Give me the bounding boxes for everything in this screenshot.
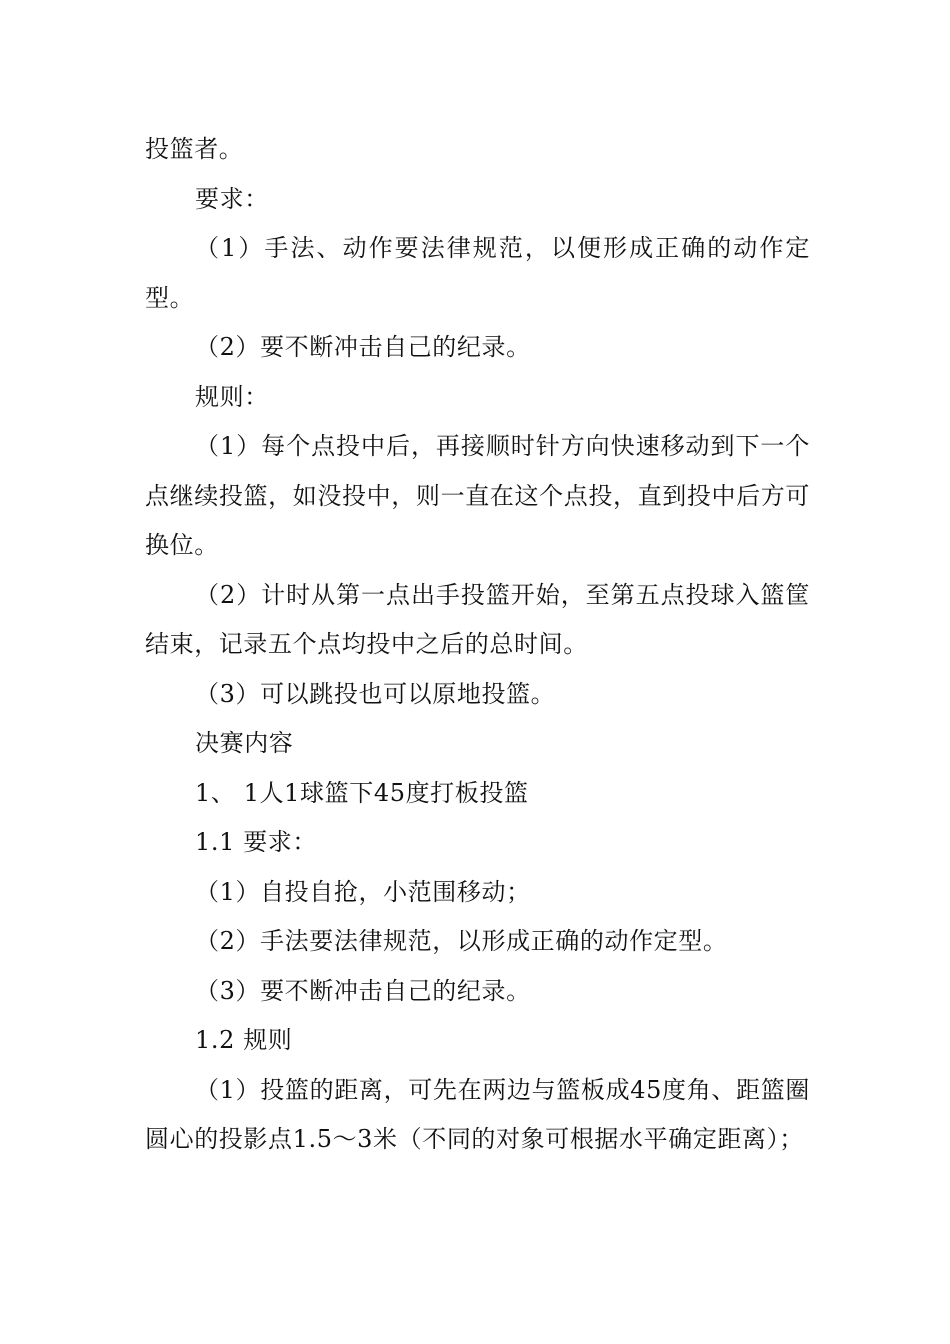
finals-requirement-item-3: （3）要不断冲击自己的纪录。: [195, 976, 531, 1005]
finals-requirement-item-1: （1）自投自抢，小范围移动；: [195, 877, 531, 906]
finals-section-1-title: 1、 1人1球篮下45度打板投篮: [195, 778, 529, 807]
finals-subheading-requirements: 1.1 要求：: [195, 828, 317, 856]
heading-requirements: 要求：: [195, 184, 269, 213]
rule-item-2: （2）计时从第一点出手投篮开始，至第五点投球入篮筐结束，记录五个点均投中之后的总时间。: [145, 580, 810, 658]
finals-rule-item-1: （1）投篮的距离，可先在两边与篮板成45度角、距篮圈圆心的投影点1.5～3米（不同的对象可根据水平确定距离）；: [145, 1075, 810, 1153]
finals-requirement-item-2: （2）手法要法律规范，以形成正确的动作定型。: [195, 927, 728, 955]
heading-finals: 决赛内容: [195, 729, 294, 757]
document-body: [145, 125, 810, 1165]
finals-subheading-rules: 1.2 规则: [195, 1026, 293, 1054]
heading-rules: 规则：: [195, 382, 269, 411]
requirement-item-1: （1）手法、动作要法律规范，以便形成正确的动作定型。: [145, 234, 810, 312]
paragraph-continuation: 投篮者。: [145, 135, 244, 163]
rule-item-3: （3）可以跳投也可以原地投篮。: [195, 679, 556, 708]
rule-item-1: （1）每个点投中后，再接顺时针方向快速移动到下一个点继续投篮，如没投中，则一直在这个点投，直到投中后方可换位。: [145, 432, 810, 559]
requirement-item-2: （2）要不断冲击自己的纪录。: [195, 333, 531, 361]
